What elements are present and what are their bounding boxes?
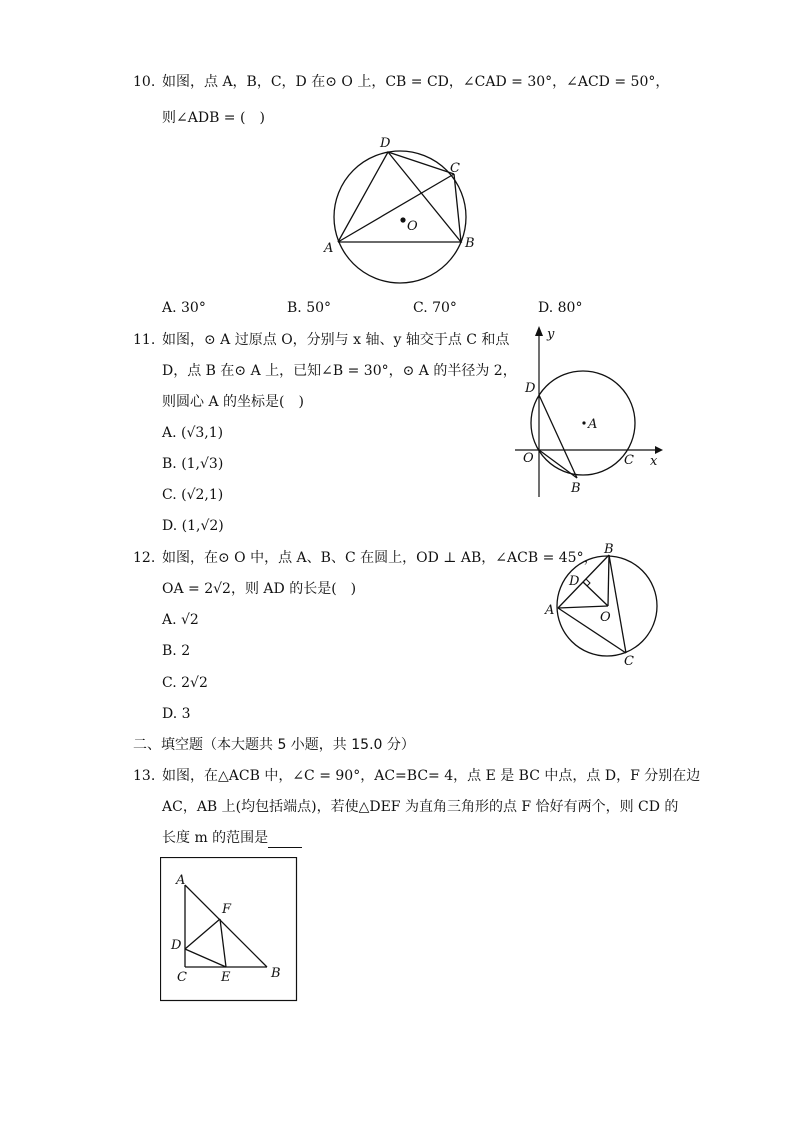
q13-text-line3	[162, 828, 302, 848]
q12-number: 12.	[133, 550, 156, 566]
q13-triangle-figure	[160, 857, 298, 1003]
q10-option-d: D. 80°	[538, 300, 583, 316]
q10-text-line1: 如图，点 A，B，C，D 在⊙ O 上，CB = CD，∠CAD = 30°，∠ACD = 50°，	[162, 74, 670, 90]
q12-label-b: B	[604, 542, 614, 557]
q11-option-a: A. (√3,1)	[162, 425, 224, 441]
q11-label-b: B	[571, 481, 581, 496]
q12-label-c: C	[624, 654, 634, 669]
q11-text-line3: 则圆心 A 的坐标是( )	[162, 394, 304, 410]
q13-text-line2: AC，AB 上(均包括端点)，若使△DEF 为直角三角形的点 F 恰好有两个，则 CD 的	[162, 799, 679, 815]
q11-option-d: D. (1,√2)	[162, 518, 224, 534]
q11-text-line1: 如图，⊙ A 过原点 O，分别与 x 轴、y 轴交于点 C 和点	[162, 332, 510, 348]
q13-label-a: A	[176, 873, 186, 888]
q11-label-a: A	[588, 417, 598, 432]
q10-circle-figure	[320, 132, 480, 292]
q13-label-b: B	[271, 966, 281, 981]
q12-label-a: A	[545, 603, 555, 618]
q13-label-e: E	[221, 970, 231, 985]
q10-option-c: C. 70°	[413, 300, 457, 316]
q12-label-d: D	[569, 574, 580, 589]
q12-label-o: O	[600, 610, 611, 625]
q11-label-d: D	[525, 381, 536, 396]
q11-option-c: C. (√2,1)	[162, 487, 224, 503]
q13-number: 13.	[133, 768, 156, 784]
q11-text-line2: D，点 B 在⊙ A 上，已知∠B = 30°，⊙ A 的半径为 2，	[162, 363, 517, 379]
q12-option-d: D. 3	[162, 706, 191, 722]
q10-text-line2: 则∠ADB = ( )	[162, 110, 265, 126]
q11-label-o: O	[523, 451, 534, 466]
q12-option-b: B. 2	[162, 643, 191, 659]
q12-option-a: A. √2	[162, 612, 199, 628]
section-2-title: 二、填空题（本大题共 5 小题，共 15.0 分）	[133, 737, 415, 753]
q13-label-d: D	[171, 938, 182, 953]
q10-option-a: A. 30°	[162, 300, 206, 316]
q12-circle-figure	[540, 540, 665, 670]
q11-coordinate-figure	[505, 322, 670, 502]
q10-option-b: B. 50°	[287, 300, 332, 316]
q13-answer-blank[interactable]	[268, 833, 302, 848]
q13-text-line3-label: 长度 m 的范围是	[162, 830, 269, 846]
q13-text-line1: 如图，在△ACB 中，∠C = 90°，AC=BC= 4，点 E 是 BC 中点，点 D，F 分别在边	[162, 768, 701, 784]
q13-label-f: F	[222, 902, 232, 917]
q10-label-d: D	[380, 136, 391, 151]
q11-label-x: x	[650, 454, 658, 469]
q11-number: 11.	[133, 332, 156, 348]
q11-label-y: y	[547, 327, 555, 342]
q13-label-c: C	[177, 970, 187, 985]
q10-label-o: O	[407, 219, 418, 234]
q10-label-c: C	[450, 161, 460, 176]
q10-label-b: B	[465, 236, 475, 251]
q10-label-a: A	[324, 241, 334, 256]
q10-number: 10.	[133, 74, 156, 90]
q12-option-c: C. 2√2	[162, 675, 208, 691]
q12-text-line1: 如图，在⊙ O 中，点 A、B、C 在圆上，OD ⊥ AB，∠ACB = 45°，	[162, 550, 598, 566]
q11-label-c: C	[624, 453, 634, 468]
q12-text-line2: OA = 2√2，则 AD 的长是( )	[162, 581, 357, 597]
q11-option-b: B. (1,√3)	[162, 456, 224, 472]
